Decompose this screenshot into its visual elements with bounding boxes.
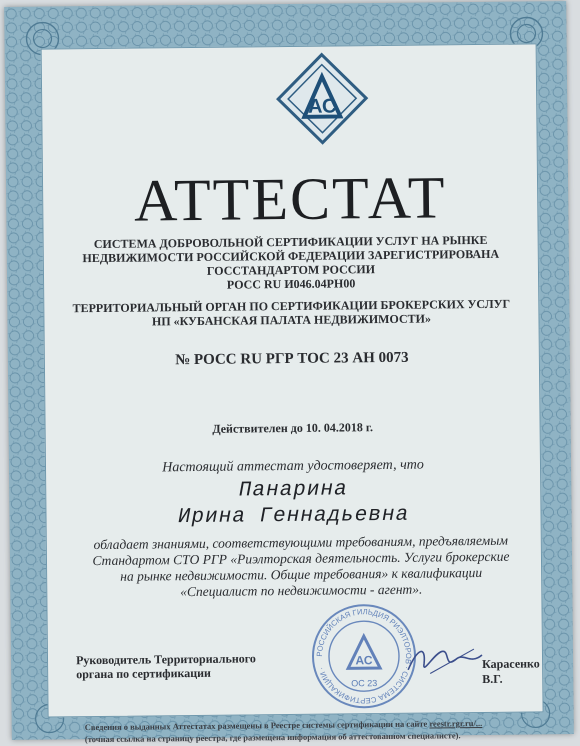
holder-surname: Панарина [238, 478, 348, 503]
qualification-line: Стандартом СТО РГР «Риэлторская деятельность. Услуги брокерские [92, 548, 510, 569]
certificate-number: № РОСС RU РГР ТОС 23 АН 0073 [175, 349, 409, 369]
svg-text:АС: АС [355, 653, 373, 668]
holder-given-names: Ирина Геннадьевна [177, 503, 410, 530]
footnote-text: Сведения о выданных Аттестатах размещены в Реестре системы сертификации на сайте [84, 718, 428, 733]
valid-date: 10. 04.2018 г. [305, 420, 373, 435]
certification-organ-block [64, 297, 518, 330]
system-line: НЕДВИЖИМОСТИ РОССИЙСКОЙ ФЕДЕРАЦИИ ЗАРЕГИСТРИРОВАНА [82, 246, 500, 266]
signatory-role-line: Руководитель Территориального [75, 651, 256, 668]
organ-line: НП «КУБАНСКАЯ ПАЛАТА НЕДВИЖИМОСТИ» [151, 311, 432, 329]
qualification-text [87, 533, 516, 601]
stamp-center-code: ОС 23 [351, 678, 378, 689]
organ-line: ТЕРРИТОРИАЛЬНЫЙ ОРГАН ПО СЕРТИФИКАЦИИ БРОКЕРСКИХ УСЛУГ [72, 296, 511, 316]
system-line: ГОССТАНДАРТОМ РОССИИ [206, 262, 376, 278]
signatory-role-line: органа по сертификации [76, 665, 212, 682]
signatory-role [76, 651, 256, 681]
stamp-ring-text: РОССИЙСКАЯ ГИЛЬДИЯ РИЭЛТОРОВ · СИСТЕМА СЕРТИФИКАЦИИ · [314, 607, 414, 706]
valid-label: Действителен до [212, 420, 303, 436]
footnote-line-2: (точная ссылка на страницу реестра, где размещена информация об аттестованном специалисте). [84, 730, 461, 745]
certificate-sheet [4, 1, 574, 745]
svg-text:АС: АС [307, 95, 337, 118]
qualification-line: обладает знаниями, соответствующими требованиям, предъявляемым [93, 532, 509, 553]
system-registration-block [64, 233, 519, 294]
intro-text: Настоящий аттестат удостоверяет, что [162, 457, 424, 476]
qualification-line: «Специалист по недвижимости - агент». [180, 581, 423, 600]
logo-emblem-icon [274, 50, 371, 147]
official-stamp [309, 602, 418, 711]
validity-line [66, 419, 520, 438]
signatory-name: Карасенко В.Г. [482, 656, 540, 686]
certificate-body [41, 43, 544, 745]
qualification-line: на рынке недвижимости. Общие требования» к квалификации [120, 564, 483, 584]
system-line: РОСС RU И046.04РН00 [226, 276, 356, 292]
system-line: СИСТЕМА ДОБРОВОЛЬНОЙ СЕРТИФИКАЦИИ УСЛУГ НА РЫНКЕ [93, 232, 488, 252]
registry-link[interactable]: reestr.rgr.ru/... [429, 717, 483, 729]
handwritten-signature [404, 639, 490, 682]
certificate-title: АТТЕСТАТ [133, 164, 447, 234]
